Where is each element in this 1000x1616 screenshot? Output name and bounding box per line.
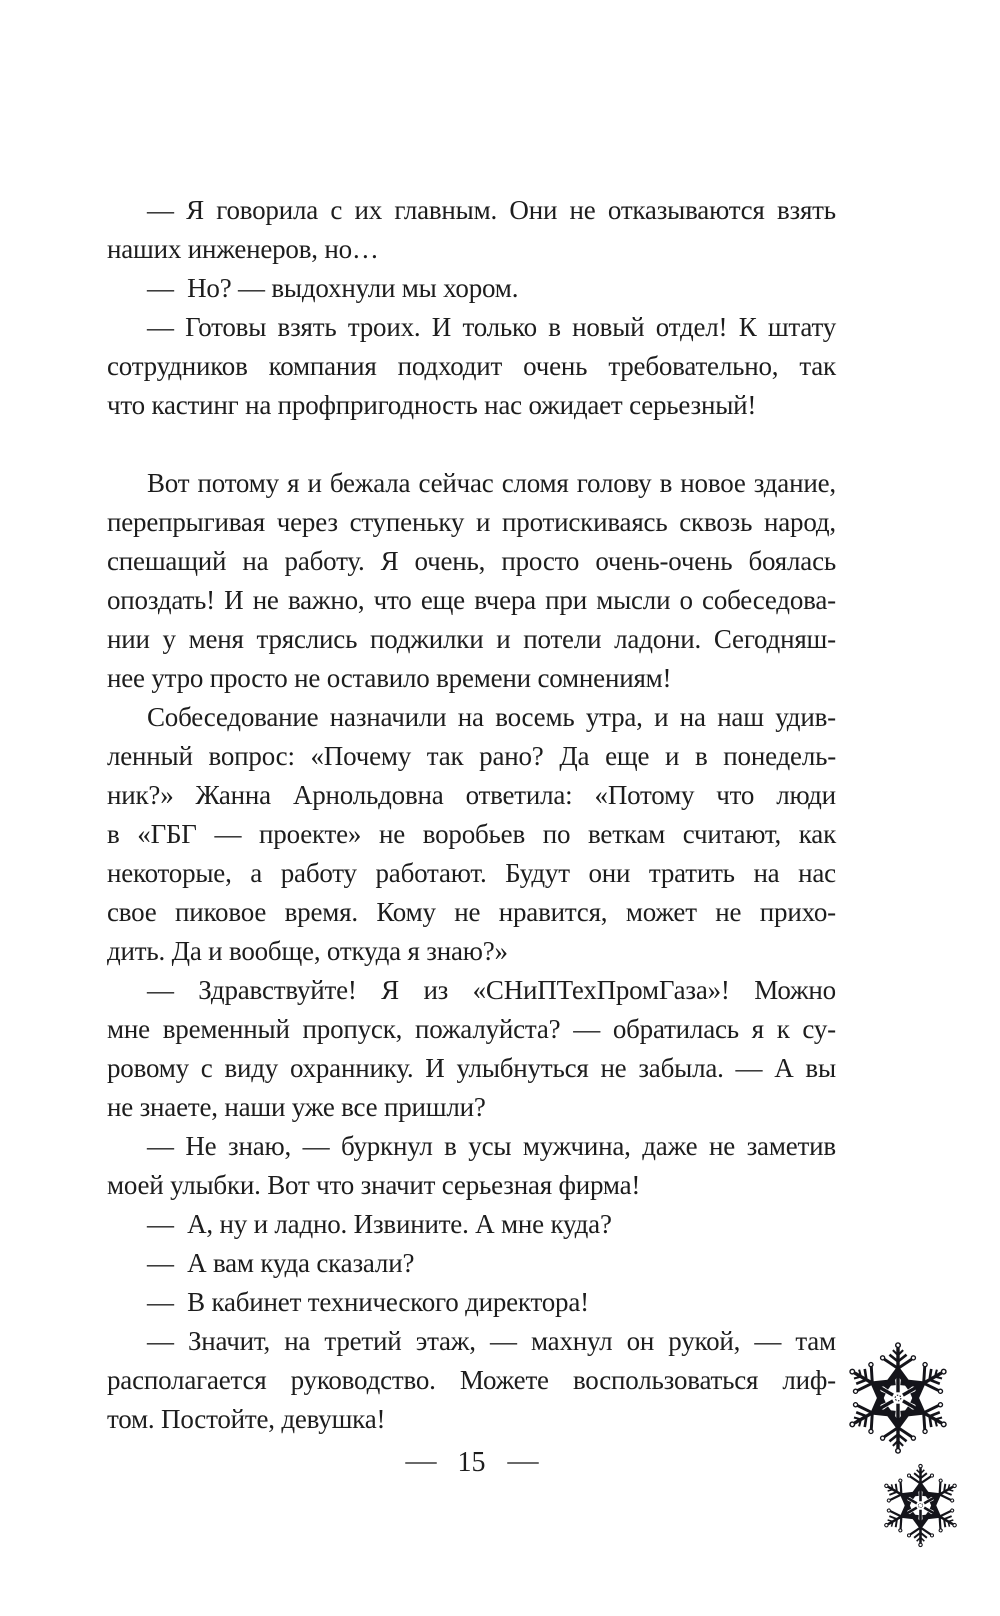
text-line: в «ГБГ — проекте» не воробьев по веткам считают, как [107,819,836,849]
text-line: — Значит, на третий этаж, — махнул он рукой, — там [147,1326,836,1356]
text-line: — Я говорила с их главным. Они не отказываются взять [147,195,836,225]
text-line: — А, ну и ладно. Извините. А мне куда? [147,1209,612,1239]
page-number: 15 [457,1447,486,1478]
text-line: располагается руководство. Можете воспользоваться лиф- [107,1365,836,1395]
snowflake-icon-large [841,1341,955,1455]
text-line: — Не знаю, — буркнул в усы мужчина, даже не заметив [147,1131,836,1161]
text-line: нее утро просто не оставило времени сомнениям! [107,663,672,693]
text-column [107,191,836,1439]
text-line: не знаете, наши уже все пришли? [107,1092,486,1122]
footer-rule-right [507,1462,539,1465]
text-line: опоздать! И не важно, что еще вчера при мысли о собеседова- [107,585,836,615]
text-line: что кастинг на профпригодность нас ожидает серьезный! [107,390,757,420]
text-line: наших инженеров, но… [107,234,379,264]
text-line: моей улыбки. Вот что значит серьезная фирма! [107,1170,641,1200]
text-line: том. Постойте, девушка! [107,1404,386,1434]
text-line: — В кабинет технического директора! [147,1287,589,1317]
text-line: ленный вопрос: «Почему так рано? Да еще и в понедель- [107,741,836,771]
text-line: — Готовы взять троих. И только в новый отдел! К штату [147,312,836,342]
text-line: нии у меня тряслись поджилки и потели ладони. Сегодняш- [107,624,836,654]
text-line: ник?» Жанна Арнольдовна ответила: «Потому что люди [107,780,836,810]
text-line: — Но? — выдохнули мы хором. [147,273,519,303]
text-line: — А вам куда сказали? [147,1248,415,1278]
page-footer [107,1448,836,1478]
text-line: спешащий на работу. Я очень, просто очень-очень боялась [107,546,836,576]
text-line: свое пиковое время. Кому не нравится, может не прихо- [107,897,836,927]
text-line: мне временный пропуск, пожалуйста? — обратилась я к су- [107,1014,836,1044]
text-line: — Здравствуйте! Я из «СНиПТехПромГаза»! Можно [147,975,836,1005]
snowflake-icon-small [878,1463,963,1548]
text-line: Собеседование назначили на восемь утра, и на наш удив- [147,702,836,732]
text-line: сотрудников компания подходит очень требовательно, так [107,351,836,381]
text-line: ровому с виду охраннику. И улыбнуться не забыла. — А вы [107,1053,836,1083]
text-line: перепрыгивая через ступеньку и протискиваясь сквозь народ, [107,507,836,537]
text-line: некоторые, а работу работают. Будут они тратить на нас [107,858,836,888]
text-line: дить. Да и вообще, откуда я знаю?» [107,936,508,966]
footer-rule-left [405,1462,437,1465]
text-line: Вот потому я и бежала сейчас сломя голову в новое здание, [147,468,836,498]
